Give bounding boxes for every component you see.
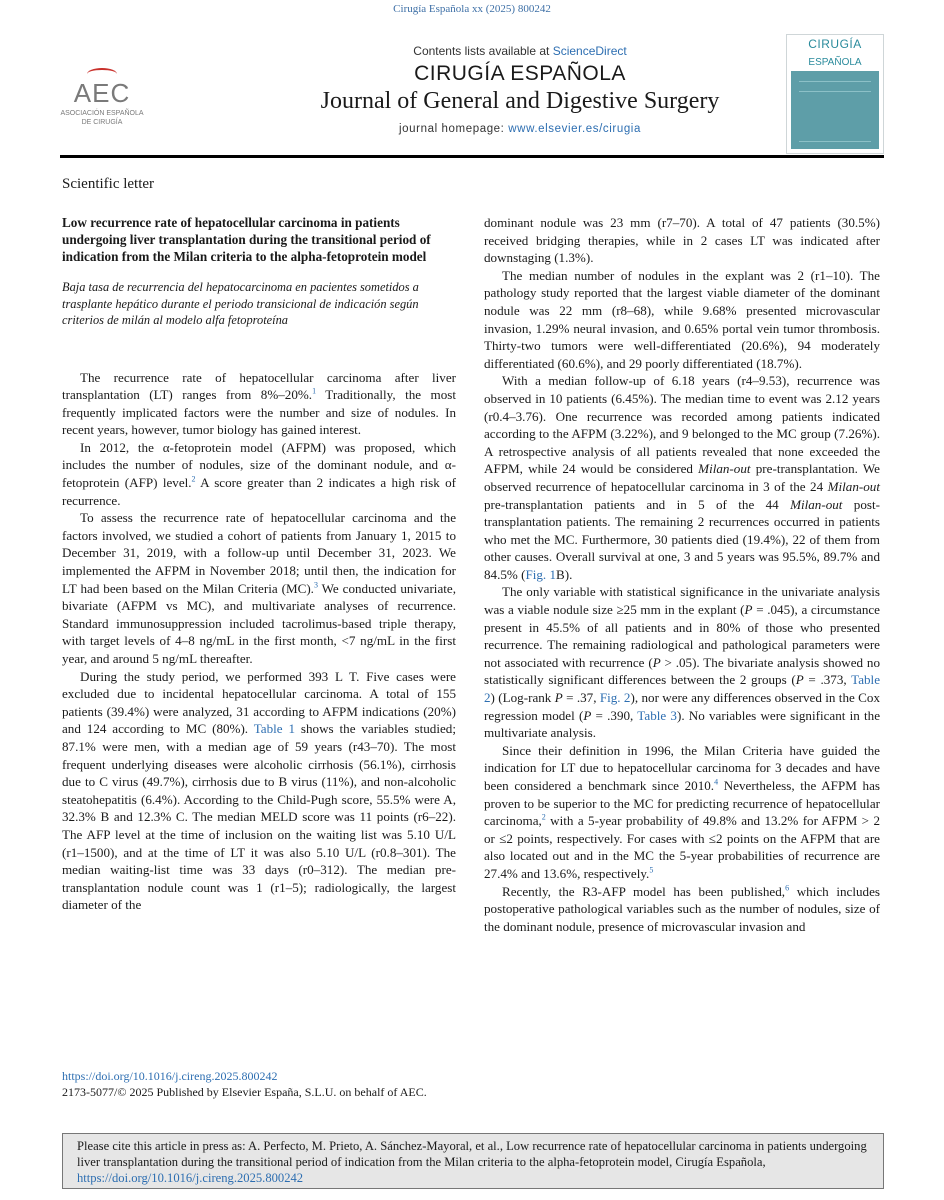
homepage-link[interactable]: www.elsevier.es/cirugia (508, 123, 641, 135)
paragraph: dominant nodule was 23 mm (r7–70). A total of 47 patients (30.5%) received bridging therapies, while in 2 cases LT was indicated after downstaging (1.3%). (484, 215, 880, 266)
paragraph: The only variable with statistical significance in the univariate analysis was a viable nodule size ≥25 mm in the explant (P = .045), a circumstance present in 45.5% of all patients and in 80% of those who presented recurrence. The remaining radiological and pathological parameters were not associated with recurrence (P > .05). The bivariate analysis showed no statistically significant differences between the 2 groups (P = .373, Table 2) (Log-rank P = .37, Fig. 2), nor were any differences observed in the Cox regression model (P = .390, Table 3). No variables were significant in the multivariate analysis. (484, 584, 881, 741)
journal-subtitle: Journal of General and Digestive Surgery (320, 88, 720, 114)
citation-doi-link[interactable]: https://doi.org/10.1016/j.cireng.2025.800242 (77, 1171, 304, 1185)
table2-link[interactable]: Table 2 (484, 672, 881, 706)
ref-link[interactable]: 6 (785, 883, 790, 893)
article-title-spanish: Baja tasa de recurrencia del hepatocarcinoma en pacientes sometidos a trasplante hepático durante el periodo transicional de indicación según criterios de milán al modelo alfa fetoproteína (62, 280, 419, 327)
journal-cover-thumbnail (786, 34, 884, 154)
copyright-line: 2173-5077/© 2025 Published by Elsevier España, S.L.U. on behalf of AEC. (62, 1085, 427, 1099)
paragraph: In 2012, the α-fetoprotein model (AFPM) was proposed, which includes the number of nodules, size of the dominant nodule, and α-fetoprotein (AFP) level.$^2$ A score greater than 2 indicates a high risk of recurrence. (62, 439, 456, 508)
table3-link[interactable]: Table 3 (637, 707, 677, 723)
article-title: Low recurrence rate of hepatocellular carcinoma in patients undergoing liver transplantation during the transitional period of indication from the Milan criteria to the alpha-fetoprotein model (62, 215, 431, 264)
ref-link[interactable]: 5 (649, 865, 654, 875)
ref-link[interactable]: 1 (312, 386, 317, 396)
sciencedirect-link[interactable]: ScienceDirect (552, 44, 627, 58)
citation-text: Please cite this article in press as: A. Perfecto, M. Prieto, A. Sánchez-Mayoral, et al., Low recurrence rate of hepatocellular carcinoma in patients undergoing liver transplantation during the transitional period of indication from the Milan criteria to the alpha-fetoprotein model, Cirugía Española, (77, 1139, 867, 1169)
masthead-rule (60, 155, 884, 158)
ref-link[interactable]: 2 (541, 812, 546, 822)
ref-link[interactable]: 4 (714, 777, 719, 787)
journal-title: CIRUGÍA ESPAÑOLA (414, 62, 626, 85)
paragraph: The recurrence rate of hepatocellular carcinoma after liver transplantation (LT) ranges from 8%–20%.$^1$ Traditionally, the most frequently implicated factors were the number and size of nodules. In recent years, however, tumor biology has gained interest. (62, 369, 456, 438)
paragraph: To assess the recurrence rate of hepatocellular carcinoma and the factors involved, we studied a cohort of patients from January 1, 2015 to December 31, 2019, with a follow-up until December 31, 2023. We implemented the AFPM in November 2018; until then, the indication for LT had been based on the Milan Criteria (MC).$^3$ We conducted univariate, bivariate (AFPM vs MC), and multivariate analyses of recurrence. Standard immunosuppression included tacrolimus-based triple therapy, with target levels of 4–8 ng/mL in the first month, <7 ng/mL in the first year, and around 5 ng/mL thereafter. (62, 510, 456, 666)
section-label: Scientific letter (62, 176, 155, 192)
right-column (484, 214, 880, 935)
ref-link[interactable]: 3 (313, 580, 318, 590)
fig2-link[interactable]: Fig. 2 (599, 690, 631, 706)
logo-subtext-1: ASOCIACIÓN ESPAÑOLA (60, 110, 144, 117)
running-reference: Cirugía Española xx (2025) 800242 (393, 3, 551, 15)
aec-logo (60, 68, 144, 127)
cover-title-1: CIRUGÍA (787, 35, 883, 57)
paragraph: Since their definition in 1996, the Milan Criteria have guided the indication for LT due to hepatocellular carcinoma for 3 decades and have been considered a benchmark since 2010.$^4$ Nevertheless, the AFPM has proven to be superior to the MC for predicting recurrence of hepatocellular carcinoma,$^2$ with a 5-year probability of 49.8% and 13.2% for AFPM > 2 or ≤2 points, respectively. For cases with ≤2 points on the AFPM that are also located out and in the MC the 5-year probabilities of recurrence are 27.4% and 13.6%, respectively.$^5$ (484, 742, 880, 881)
masthead-center (250, 44, 790, 135)
left-column (62, 214, 456, 914)
journal-homepage: journal homepage: www.elsevier.es/cirugia (399, 123, 641, 135)
journal-masthead (60, 37, 884, 152)
cover-image (791, 71, 879, 149)
cover-title-2: ESPAÑOLA (808, 57, 862, 68)
paragraph: Recently, the R3-AFP model has been published,$^6$ which includes postoperative pathological variables such as the number of nodules, size of the dominant nodule, presence of microvascular invasion and (484, 883, 880, 934)
logo-subtext-2: DE CIRUGÍA (81, 119, 123, 126)
table1-link[interactable]: Table 1 (253, 721, 296, 737)
doi-link[interactable]: https://doi.org/10.1016/j.cireng.2025.800242 (62, 1069, 278, 1083)
citation-box (62, 1133, 884, 1189)
paragraph: The median number of nodules in the explant was 2 (r1–10). The pathology study reported that the largest viable diameter of the dominant nodule was 22 mm (r8–68), while 9.68% presented microvascular invasion, 1.29% neural invasion, and 0.65% portal vein tumor thrombosis. Thirty-two tumors were well-differentiated (20.6%), 94 moderately differentiated (60.6%), and 29 poorly differentiated (18.7%). (484, 267, 880, 371)
paragraph: With a median follow-up of 6.18 years (r4–9.53), recurrence was observed in 10 patients (6.45%). The median time to event was 2.12 years (r0.4–3.76). One recurrence was recorded among patients indicated according to the AFPM (3.22%), and 9 belonged to the MC group (7.26%). A retrospective analysis of all patients revealed that none exceeded the AFPM, while 24 would be considered Milan-out pre-transplantation. We observed recurrence of hepatocellular carcinoma in 3 of the 24 Milan-out pre-transplantation patients and in 5 of the 44 Milan-out post-transplantation patients. The remaining 2 recurrences occurred in patients who met the MC. Furthermore, 30 patients died (19.4%), 22 of them from other causes. Overall survival at one, 3 and 5 years was 95.5%, 89.7% and 84.5% (Fig. 1B). (484, 373, 880, 582)
paragraph: During the study period, we performed 393 L T. Five cases were excluded due to incidental hepatocellular carcinoma. A total of 155 patients (39.4%) were analyzed, 31 according to AFPM indications (20%) and 124 according to MC (80%). Table 1 shows the variables studied; 87.1% were men, with a median age of 59 years (r43–70). The most frequent underlying diseases were alcoholic cirrhosis (56.1%), cirrhosis due to C virus (49.7%), cirrhosis due to B virus (11%), and non-alcoholic steatohepatitis (6.4%). According to the Child-Pugh score, 55.5% were A, 32.3% B and 12.3% C. The median MELD score was 11 points (r6–22). The AFP level at the time of inclusion on the waiting list was 5.10 U/L (r1–1500), and at the time of LT it was also 5.10 U/L (r0.8–301). The median waiting-list time was 33 days (r0–312). The median pre-transplantation nodule count was 1 (r1–5); radiologically, the largest diameter of the (62, 668, 456, 913)
logo-letters: AEC (73, 78, 131, 108)
ref-link[interactable]: 2 (191, 474, 196, 484)
fig1-link[interactable]: Fig. 1 (525, 566, 557, 582)
contents-line: Contents lists available at ScienceDirect (413, 44, 627, 58)
